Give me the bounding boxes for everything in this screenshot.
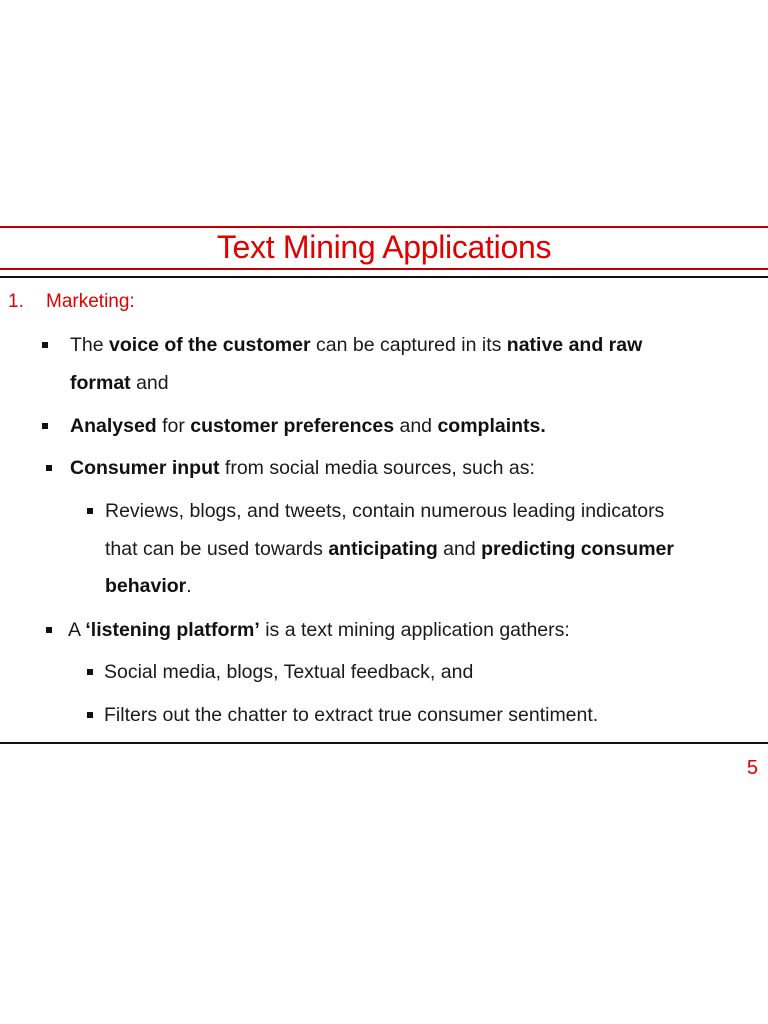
text-run: . — [186, 575, 192, 597]
footer-rule — [0, 742, 768, 744]
section-number: 1. — [8, 291, 24, 312]
bold-text: ‘listening platform’ — [85, 619, 260, 641]
text-run: Filters out the chatter to extract true consumer sentiment. — [104, 704, 599, 726]
bold-text: complaints. — [437, 415, 546, 437]
bullet-item-voice-line2 — [70, 364, 169, 402]
text-run: and — [394, 415, 438, 437]
bold-text: behavior — [105, 575, 187, 597]
text-run: is a text mining application gathers: — [259, 619, 570, 641]
bullet-item-consumer-input — [70, 449, 535, 487]
slide-title: Text Mining Applications — [216, 229, 552, 265]
title-bottom-rule-red — [0, 268, 768, 270]
sub-bullet-reviews-line1 — [105, 492, 664, 530]
bold-text: native and raw — [506, 334, 643, 356]
bold-text: Consumer input — [70, 457, 220, 479]
bullet-marker — [42, 342, 48, 348]
bullet-marker — [46, 627, 52, 633]
sub-bullet-filters — [104, 696, 598, 734]
section-label: Marketing: — [46, 291, 135, 312]
sub-bullet-marker — [87, 508, 93, 514]
bold-text: voice of the customer — [109, 334, 311, 356]
sub-bullet-reviews-line2 — [105, 530, 674, 568]
title-bottom-rule-black — [0, 276, 768, 278]
text-run: from social media sources, such as: — [219, 457, 535, 479]
bold-text: customer preferences — [190, 415, 395, 437]
bold-text: format — [70, 372, 131, 394]
sub-bullet-marker — [87, 669, 93, 675]
bullet-item-analysed — [70, 407, 546, 445]
text-run: A — [68, 619, 86, 641]
text-run: for — [156, 415, 191, 437]
sub-bullet-reviews-line3 — [105, 567, 192, 605]
bold-text: predicting consumer — [481, 538, 674, 560]
bullet-marker — [42, 423, 48, 429]
page-number: 5 — [746, 757, 758, 779]
bullet-item-listening-platform — [68, 611, 570, 649]
text-run: and — [130, 372, 169, 394]
section-heading — [8, 289, 135, 315]
sub-bullet-social-media — [104, 653, 473, 691]
text-run: that can be used towards — [105, 538, 329, 560]
sub-bullet-marker — [87, 712, 93, 718]
text-run: Reviews, blogs, and tweets, contain numerous leading indicators — [105, 500, 665, 522]
text-run: can be captured in its — [310, 334, 507, 356]
bullet-marker — [46, 465, 52, 471]
bullet-item-voice-line1 — [70, 326, 642, 364]
bold-text: Analysed — [70, 415, 157, 437]
text-run: Social media, blogs, Textual feedback, and — [104, 661, 474, 683]
bold-text: anticipating — [328, 538, 438, 560]
text-run: The — [70, 334, 110, 356]
text-run: and — [437, 538, 482, 560]
